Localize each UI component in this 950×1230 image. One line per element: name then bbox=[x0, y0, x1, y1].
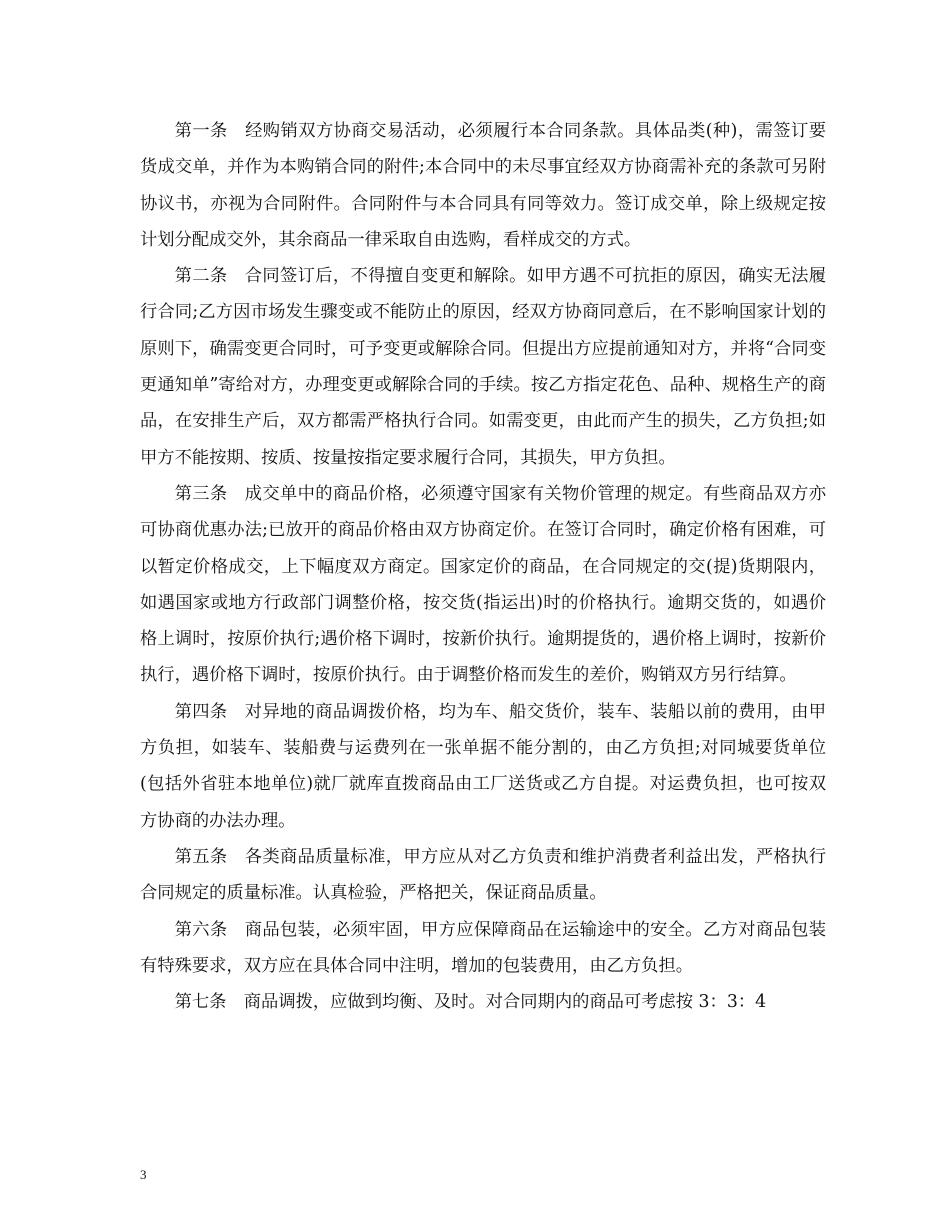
article-3-text: 成交单中的商品价格，必须遵守国家有关物价管理的规定。有些商品双方亦可协商优惠办法;已放开的商品价格由双方协商定价。在签订合同时，确定价格有困难，可以暂定价格成交，上下幅度双方商定。国家定价的商品，在合同规定的交(提)货期限内，如遇国家或地方行政部门调整价格，按交货(指运出)时的价格执行。逾期交货的，如遇价格上调时，按原价执行;遇价格下调时，按新价执行。逾期提货的，遇价格上调时，按新价执行，遇价格下调时，按原价执行。由于调整价格而发生的差价，购销双方另行结算。 bbox=[140, 483, 826, 686]
article-4-text: 对异地的商品调拨价格，均为车、船交货价，装车、装船以前的费用，由甲方负担，如装车、装船费与运费列在一张单据不能分割的，由乙方负担;对同城要货单位(包括外省驻本地单位)就厂就库直拨商品由工厂送货或乙方自提。对运费负担，也可按双方协商的办法办理。 bbox=[140, 701, 826, 831]
article-5-text: 各类商品质量标准，甲方应从对乙方负责和维护消费者利益出发，严格执行合同规定的质量标准。认真检验，严格把关，保证商品质量。 bbox=[140, 846, 826, 904]
article-6-text: 商品包装，必须牢固，甲方应保障商品在运输途中的安全。乙方对商品包装有特殊要求，双方应在具体合同中注明，增加的包装费用，由乙方负担。 bbox=[140, 919, 826, 976]
article-5-number: 第五条 bbox=[174, 846, 228, 867]
article-3-number: 第三条 bbox=[174, 483, 228, 504]
article-3 bbox=[140, 476, 826, 694]
article-7-number: 第七条 bbox=[174, 992, 227, 1013]
article-4 bbox=[140, 694, 826, 839]
article-6 bbox=[140, 912, 826, 985]
article-1-text: 经购销双方协商交易活动，必须履行本合同条款。具体品类(种)，需签订要货成交单，并作为本购销合同的附件;本合同中的未尽事宜经双方协商需补充的条款可另附协议书，亦视为合同附件。合同附件与本合同具有同等效力。签订成交单，除上级规定按计划分配成交外，其余商品一律采取自由选购，看样成交的方式。 bbox=[140, 121, 826, 250]
article-6-number: 第六条 bbox=[174, 919, 228, 940]
article-1-number: 第一条 bbox=[174, 121, 228, 141]
article-1 bbox=[140, 113, 826, 258]
article-4-number: 第四条 bbox=[174, 701, 228, 722]
article-5 bbox=[140, 839, 826, 912]
article-2 bbox=[140, 258, 826, 476]
article-2-number: 第二条 bbox=[174, 266, 228, 287]
article-2-text: 合同签订后，不得擅自变更和解除。如甲方遇不可抗拒的原因，确实无法履行合同;乙方因市场发生骤变或不能防止的原因，经双方协商同意后，在不影响国家计划的原则下，确需变更合同时，可予变更或解除合同。但提出方应提前通知对方，并将“合同变更通知单”寄给对方，办理变更或解除合同的手续。按乙方指定花色、品种、规格生产的商品，在安排生产后，双方都需严格执行合同。如需变更，由此而产生的损失，乙方负担;如甲方不能按期、按质、按量按指定要求履行合同，其损失，甲方负担。 bbox=[140, 266, 826, 468]
article-7 bbox=[140, 984, 826, 1020]
article-7-text: 商品调拨，应做到均衡、及时。对合同期内的商品可考虑按 3：3：4 bbox=[243, 992, 767, 1013]
contract-body bbox=[140, 113, 826, 1020]
page-number: 3 bbox=[140, 1167, 147, 1182]
